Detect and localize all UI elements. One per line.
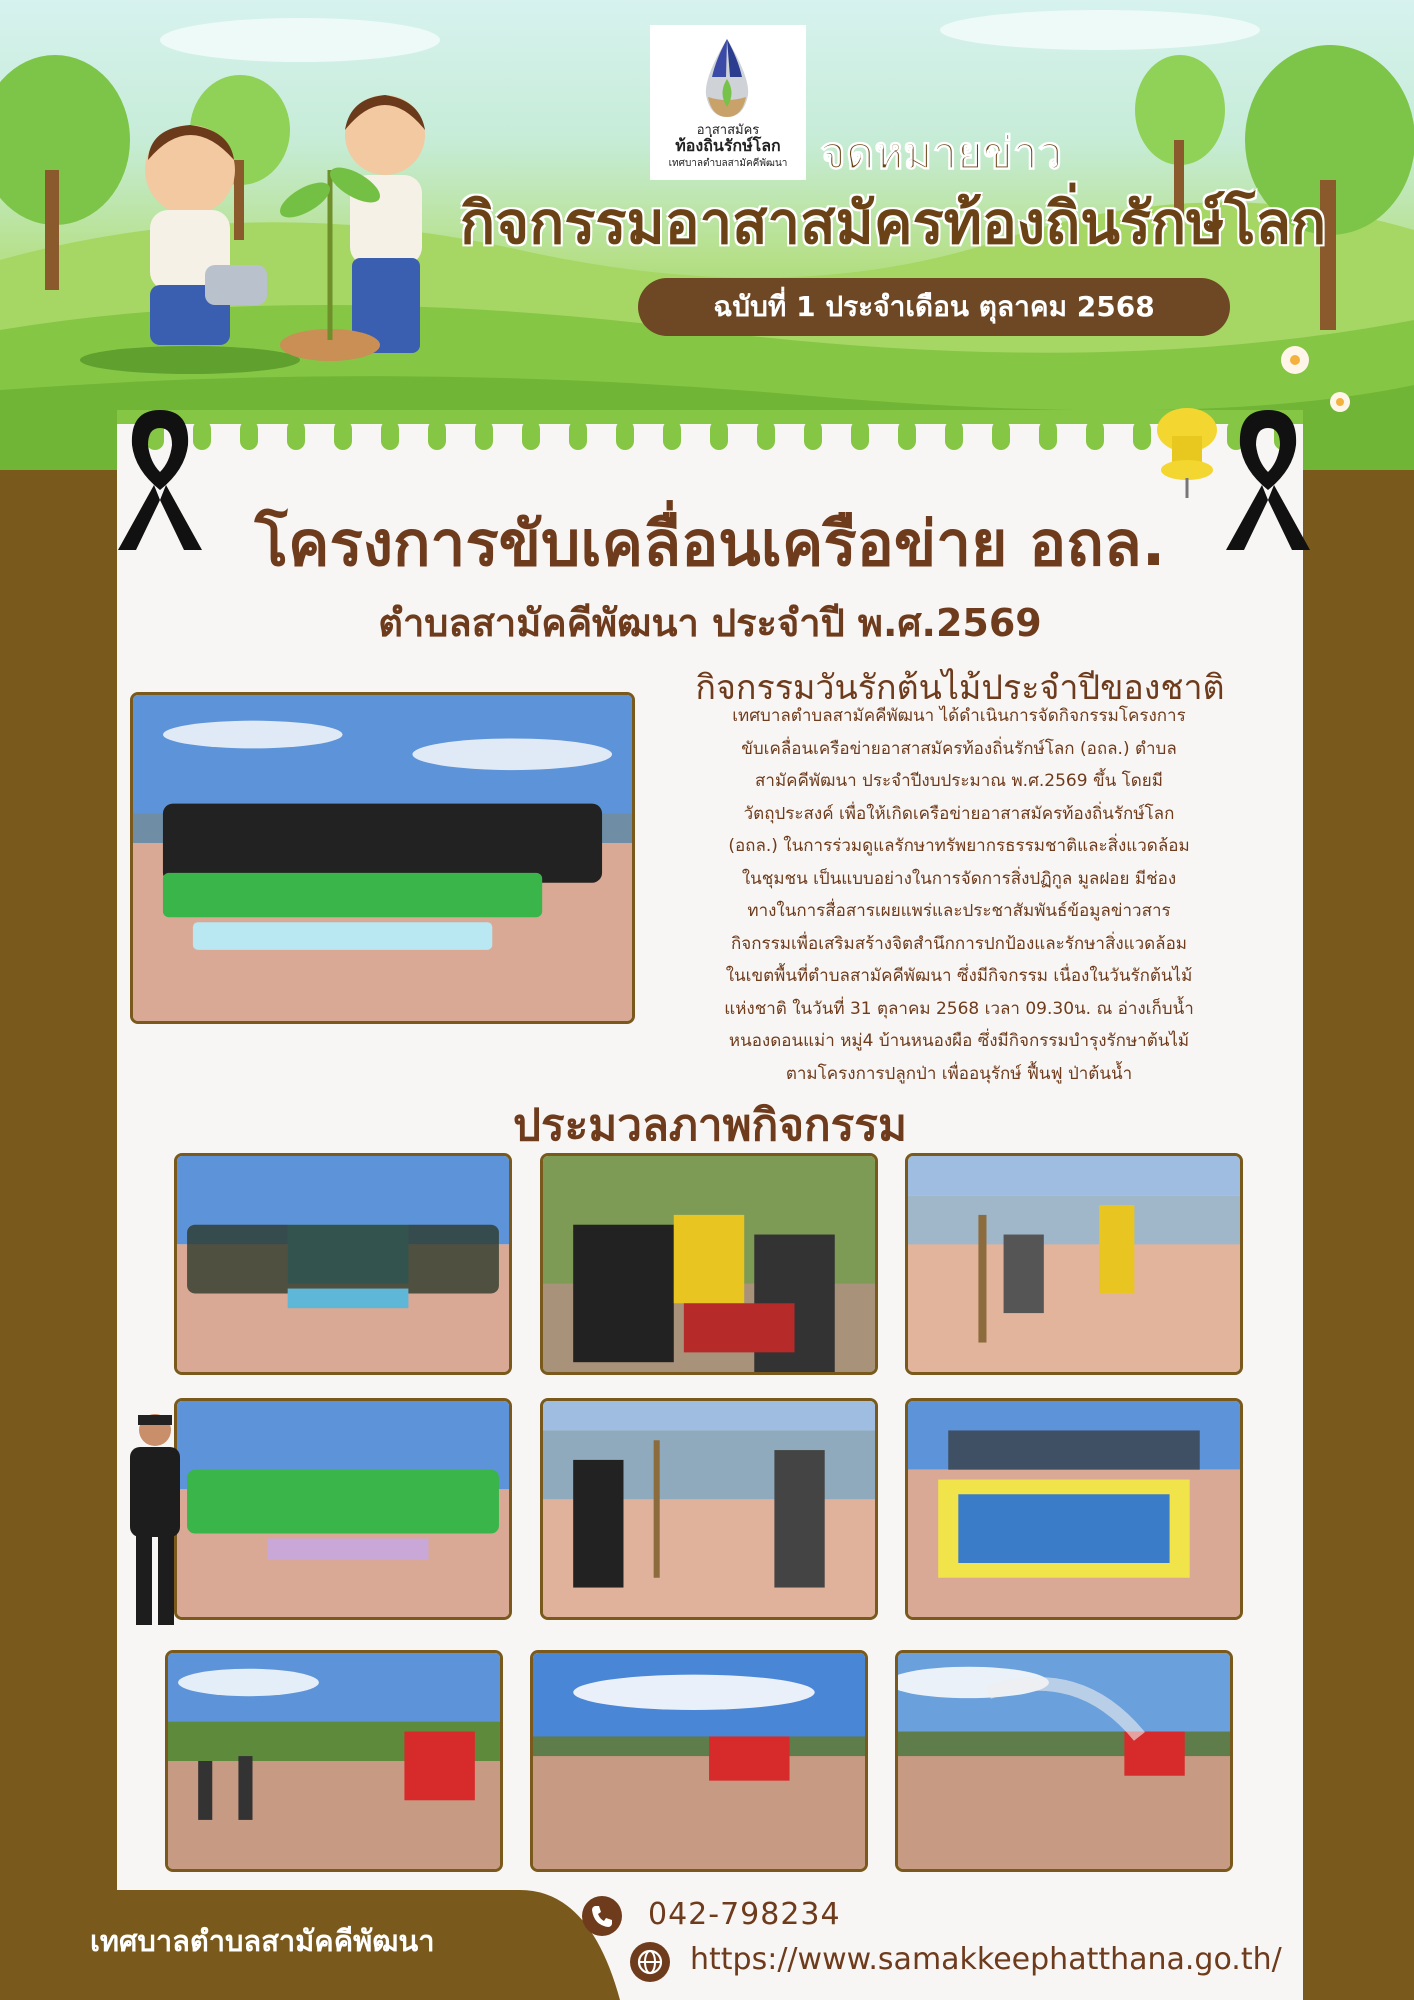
logo-line-1: อาสาสมัคร [696,123,760,138]
description-line: ทางในการสื่อสารเผยแพร่และประชาสัมพันธ์ข้อมูลข่าวสาร [747,901,1171,921]
footer-organization: เทศบาลตำบลสามัคคีพัฒนา [90,1924,435,1958]
globe-icon [630,1942,670,1982]
gallery-photo [174,1398,512,1620]
description-line: เทศบาลตำบลสามัคคีพัฒนา ได้ดำเนินการจัดกิจกรรมโครงการ [732,706,1186,726]
gallery-photo [174,1153,512,1375]
phone-number[interactable]: 042-798234 [648,1897,841,1932]
activity-description [642,700,1276,1090]
description-line: กิจกรรมเพื่อเสริมสร้างจิตสำนึกการปกป้องและรักษาสิ่งแวดล้อม [730,933,1188,954]
gallery-heading: ประมวลภาพกิจกรรม [513,1100,907,1151]
phone-icon [582,1896,622,1936]
description-line: ในชุมชน เป็นแบบอย่างในการจัดการสิ่งปฏิกูล มูลฝอย มีช่อง [741,868,1177,889]
page-title: กิจกรรมอาสาสมัครท้องถิ่นรักษ์โลก [460,189,1327,257]
main-group-photo [130,692,635,1024]
description-line: สามัคคีพัฒนา ประจำปีงบประมาณ พ.ศ.2569 ขึ้น โดยมี [755,771,1163,791]
issue-badge: ฉบับที่ 1 ประจำเดือน ตุลาคม 2568 [638,278,1230,336]
description-line: ขับเคลื่อนเครือข่ายอาสาสมัครท้องถิ่นรักษ์โลก (อถล.) ตำบล [741,738,1177,759]
organization-logo [650,25,806,180]
description-line: แห่งชาติ ในวันที่ 31 ตุลาคม 2568 เวลา 09.30น. ณ อ่างเก็บน้ำ [724,998,1194,1019]
logo-line-3: เทศบาลตำบลสามัคคีพัฒนา [668,158,788,169]
gallery-photo [165,1650,503,1872]
gallery-photo [540,1153,878,1375]
description-line: หนองดอนแม่า หมู่4 บ้านหนองผือ ซึ่งมีกิจกรรมบำรุงรักษาต้นไม้ [728,1031,1190,1051]
gallery-photo [895,1650,1233,1872]
newsletter-label: จดหมายข่าว [820,128,1063,179]
gallery-photo [905,1398,1243,1620]
speaker-photo [110,1405,200,1635]
description-line: ในเขตพื้นที่ตำบลสามัคคีพัฒนา ซึ่งมีกิจกรรม เนื่องในวันรักต้นไม้ [725,966,1193,986]
description-line: ตามโครงการปลูกป่า เพื่ออนุรักษ์ ฟื้นฟู ป่าต้นน้ำ [785,1063,1133,1084]
website-link[interactable]: https://www.samakkeephatthana.go.th/ [690,1942,1282,1977]
push-pin-icon [1142,400,1232,500]
description-line: (อถล.) ในการร่วมดูแลรักษาทรัพยากรธรรมชาติและสิ่งแวดล้อม [728,836,1190,856]
project-subtitle: ตำบลสามัคคีพัฒนา ประจำปี พ.ศ.2569 [378,601,1042,645]
gallery-photo [540,1398,878,1620]
gallery-photo [905,1153,1243,1375]
scalloped-paper-edge [117,410,1303,468]
project-title: โครงการขับเคลื่อนเครือข่าย อถล. [254,507,1166,580]
gallery-photo [530,1650,868,1872]
activity-heading: กิจกรรมวันรักต้นไม้ประจำปีของชาติ [695,668,1225,708]
description-line: วัตถุประสงค์ เพื่อให้เกิดเครือข่ายอาสาสมัครท้องถิ่นรักษ์โลก [743,803,1175,824]
water-drop-logo-icon [696,37,758,119]
logo-line-2: ท้องถิ่นรักษ์โลก [675,136,781,155]
